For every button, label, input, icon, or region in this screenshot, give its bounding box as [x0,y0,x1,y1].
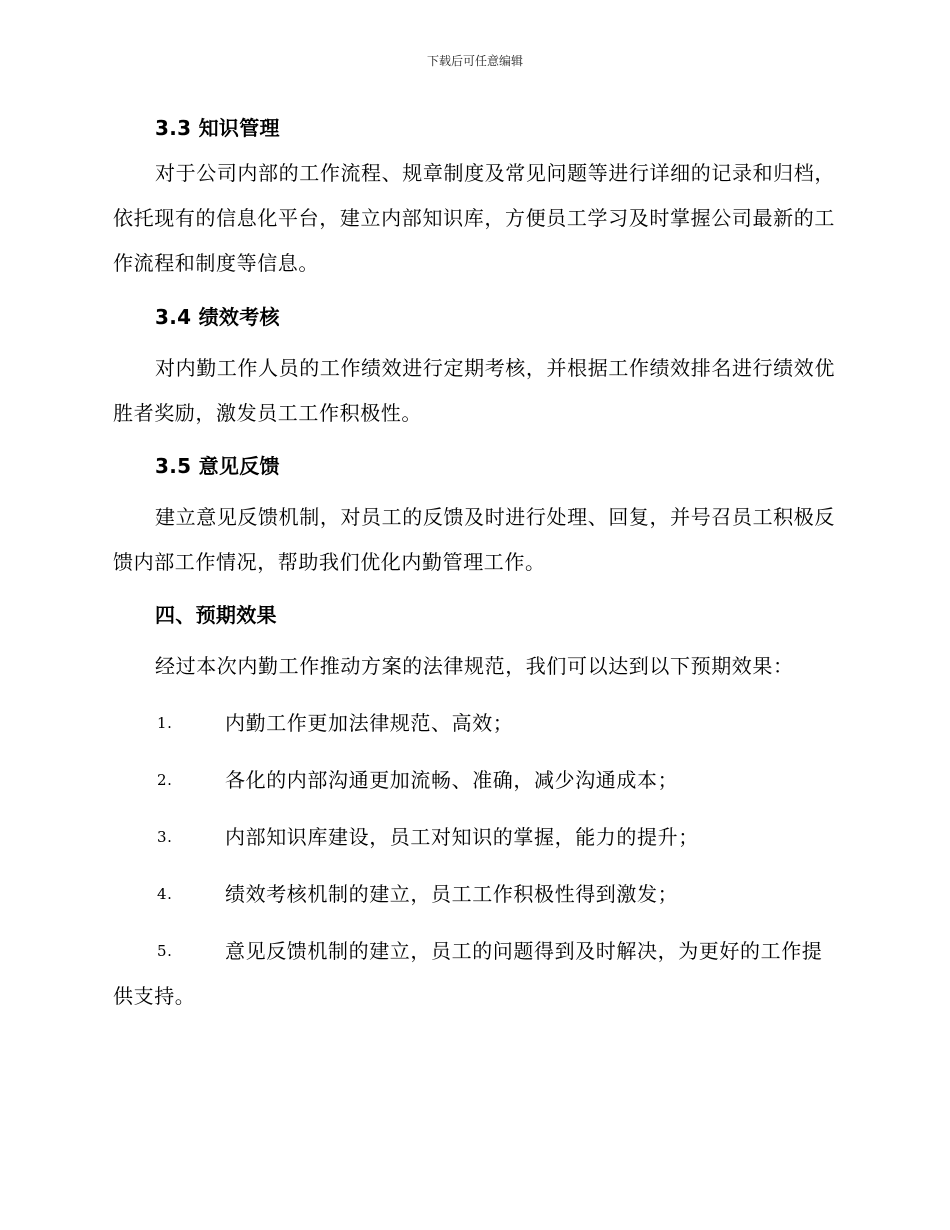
list-item-text: 意见反馈机制的建立，员工的问题得到及时解决，为更好的工作提供支持。 [113,939,823,1008]
list-item-text: 内勤工作更加法律规范、高效； [225,711,514,735]
list-item-number: 3. [157,828,173,846]
list-item [113,758,835,803]
document-body [113,110,835,1019]
list-item-text: 绩效考核机制的建立，员工工作积极性得到激发； [225,882,679,906]
section-heading-3-5: 3.5 意见反馈 [155,454,280,478]
section-heading-3-4: 3.4 绩效考核 [155,305,280,329]
list-item-number: 5. [157,942,173,960]
list-item-number: 2. [157,771,173,789]
page-header: 下载后可任意编辑 [426,54,523,68]
list-item [113,815,835,860]
section-paragraph-3-3: 对于公司内部的工作流程、规章制度及常见问题等进行详细的记录和归档，依托现有的信息化平台，建立内部知识库，方便员工学习及时掌握公司最新的工作流程和制度等信息。 [113,161,835,275]
list-item-number: 1. [157,714,173,732]
section-heading-4: 四、预期效果 [155,603,277,627]
list-item-number: 4. [157,885,173,903]
section-paragraph-3-4: 对内勤工作人员的工作绩效进行定期考核，并根据工作绩效排名进行绩效优胜者奖励，激发员工工作积极性。 [113,356,835,425]
list-item [113,929,835,1019]
list-item [113,872,835,917]
list-item-text: 各化的内部沟通更加流畅、准确，减少沟通成本； [225,768,679,792]
section-paragraph-3-5: 建立意见反馈机制，对员工的反馈及时进行处理、回复，并号召员工积极反馈内部工作情况，帮助我们优化内勤管理工作。 [113,505,835,574]
section-intro-4: 经过本次内勤工作推动方案的法律规范，我们可以达到以下预期效果： [155,654,794,678]
list-item-text: 内部知识库建设，员工对知识的掌握，能力的提升； [225,825,699,849]
list-item [113,701,835,746]
section-heading-3-3: 3.3 知识管理 [155,116,280,140]
